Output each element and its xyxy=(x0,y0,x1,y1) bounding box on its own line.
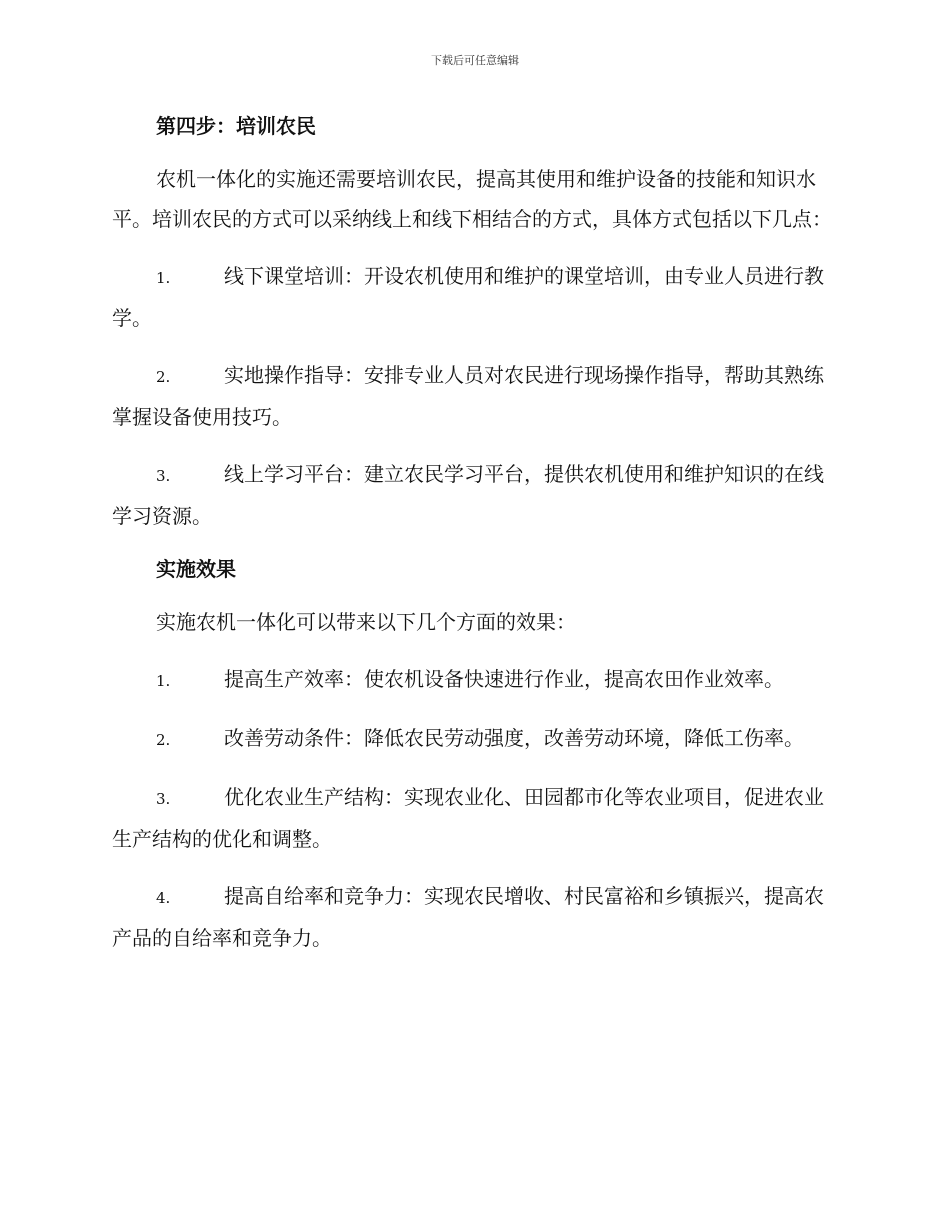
list-item xyxy=(112,876,834,958)
list-item-number: 3. xyxy=(156,790,171,808)
section-intro-effects: 实施农机一体化可以带来以下几个方面的效果： xyxy=(156,610,576,634)
list-item-text: 提高生产效率：使农机设备快速进行作业，提高农田作业效率。 xyxy=(224,667,784,691)
list-item-number: 1. xyxy=(156,672,171,690)
list-item-number: 1. xyxy=(156,269,171,287)
list-item-number: 2. xyxy=(156,731,171,749)
list-item xyxy=(112,777,834,859)
list-item xyxy=(112,355,834,437)
list-item xyxy=(112,256,834,338)
list-item-number: 3. xyxy=(156,467,171,485)
document-body xyxy=(112,110,834,975)
page-header: 下载后可任意编辑 xyxy=(431,54,519,67)
section-heading-effects: 实施效果 xyxy=(156,557,236,581)
list-item-text: 提高自给率和竞争力：实现农民增收、村民富裕和乡镇振兴，提高农产品的自给率和竞争力。 xyxy=(112,884,824,950)
list-item-text: 线上学习平台：建立农民学习平台，提供农机使用和维护知识的在线学习资源。 xyxy=(112,462,824,528)
list-item-text: 优化农业生产结构：实现农业化、田园都市化等农业项目，促进农业生产结构的优化和调整。 xyxy=(112,785,824,851)
list-item-text: 实地操作指导：安排专业人员对农民进行现场操作指导，帮助其熟练掌握设备使用技巧。 xyxy=(112,363,824,429)
list-item xyxy=(112,659,834,701)
section-heading-training: 第四步：培训农民 xyxy=(156,114,316,138)
list-item xyxy=(112,718,834,760)
section-intro-training: 农机一体化的实施还需要培训农民，提高其使用和维护设备的技能和知识水平。培训农民的方式可以采纳线上和线下相结合的方式，具体方式包括以下几点： xyxy=(112,167,832,231)
list-item-number: 4. xyxy=(156,889,171,907)
list-item-text: 改善劳动条件：降低农民劳动强度，改善劳动环境，降低工伤率。 xyxy=(224,726,804,750)
list-item-number: 2. xyxy=(156,368,171,386)
list-item xyxy=(112,454,834,536)
list-item-text: 线下课堂培训：开设农机使用和维护的课堂培训，由专业人员进行教学。 xyxy=(112,264,824,330)
